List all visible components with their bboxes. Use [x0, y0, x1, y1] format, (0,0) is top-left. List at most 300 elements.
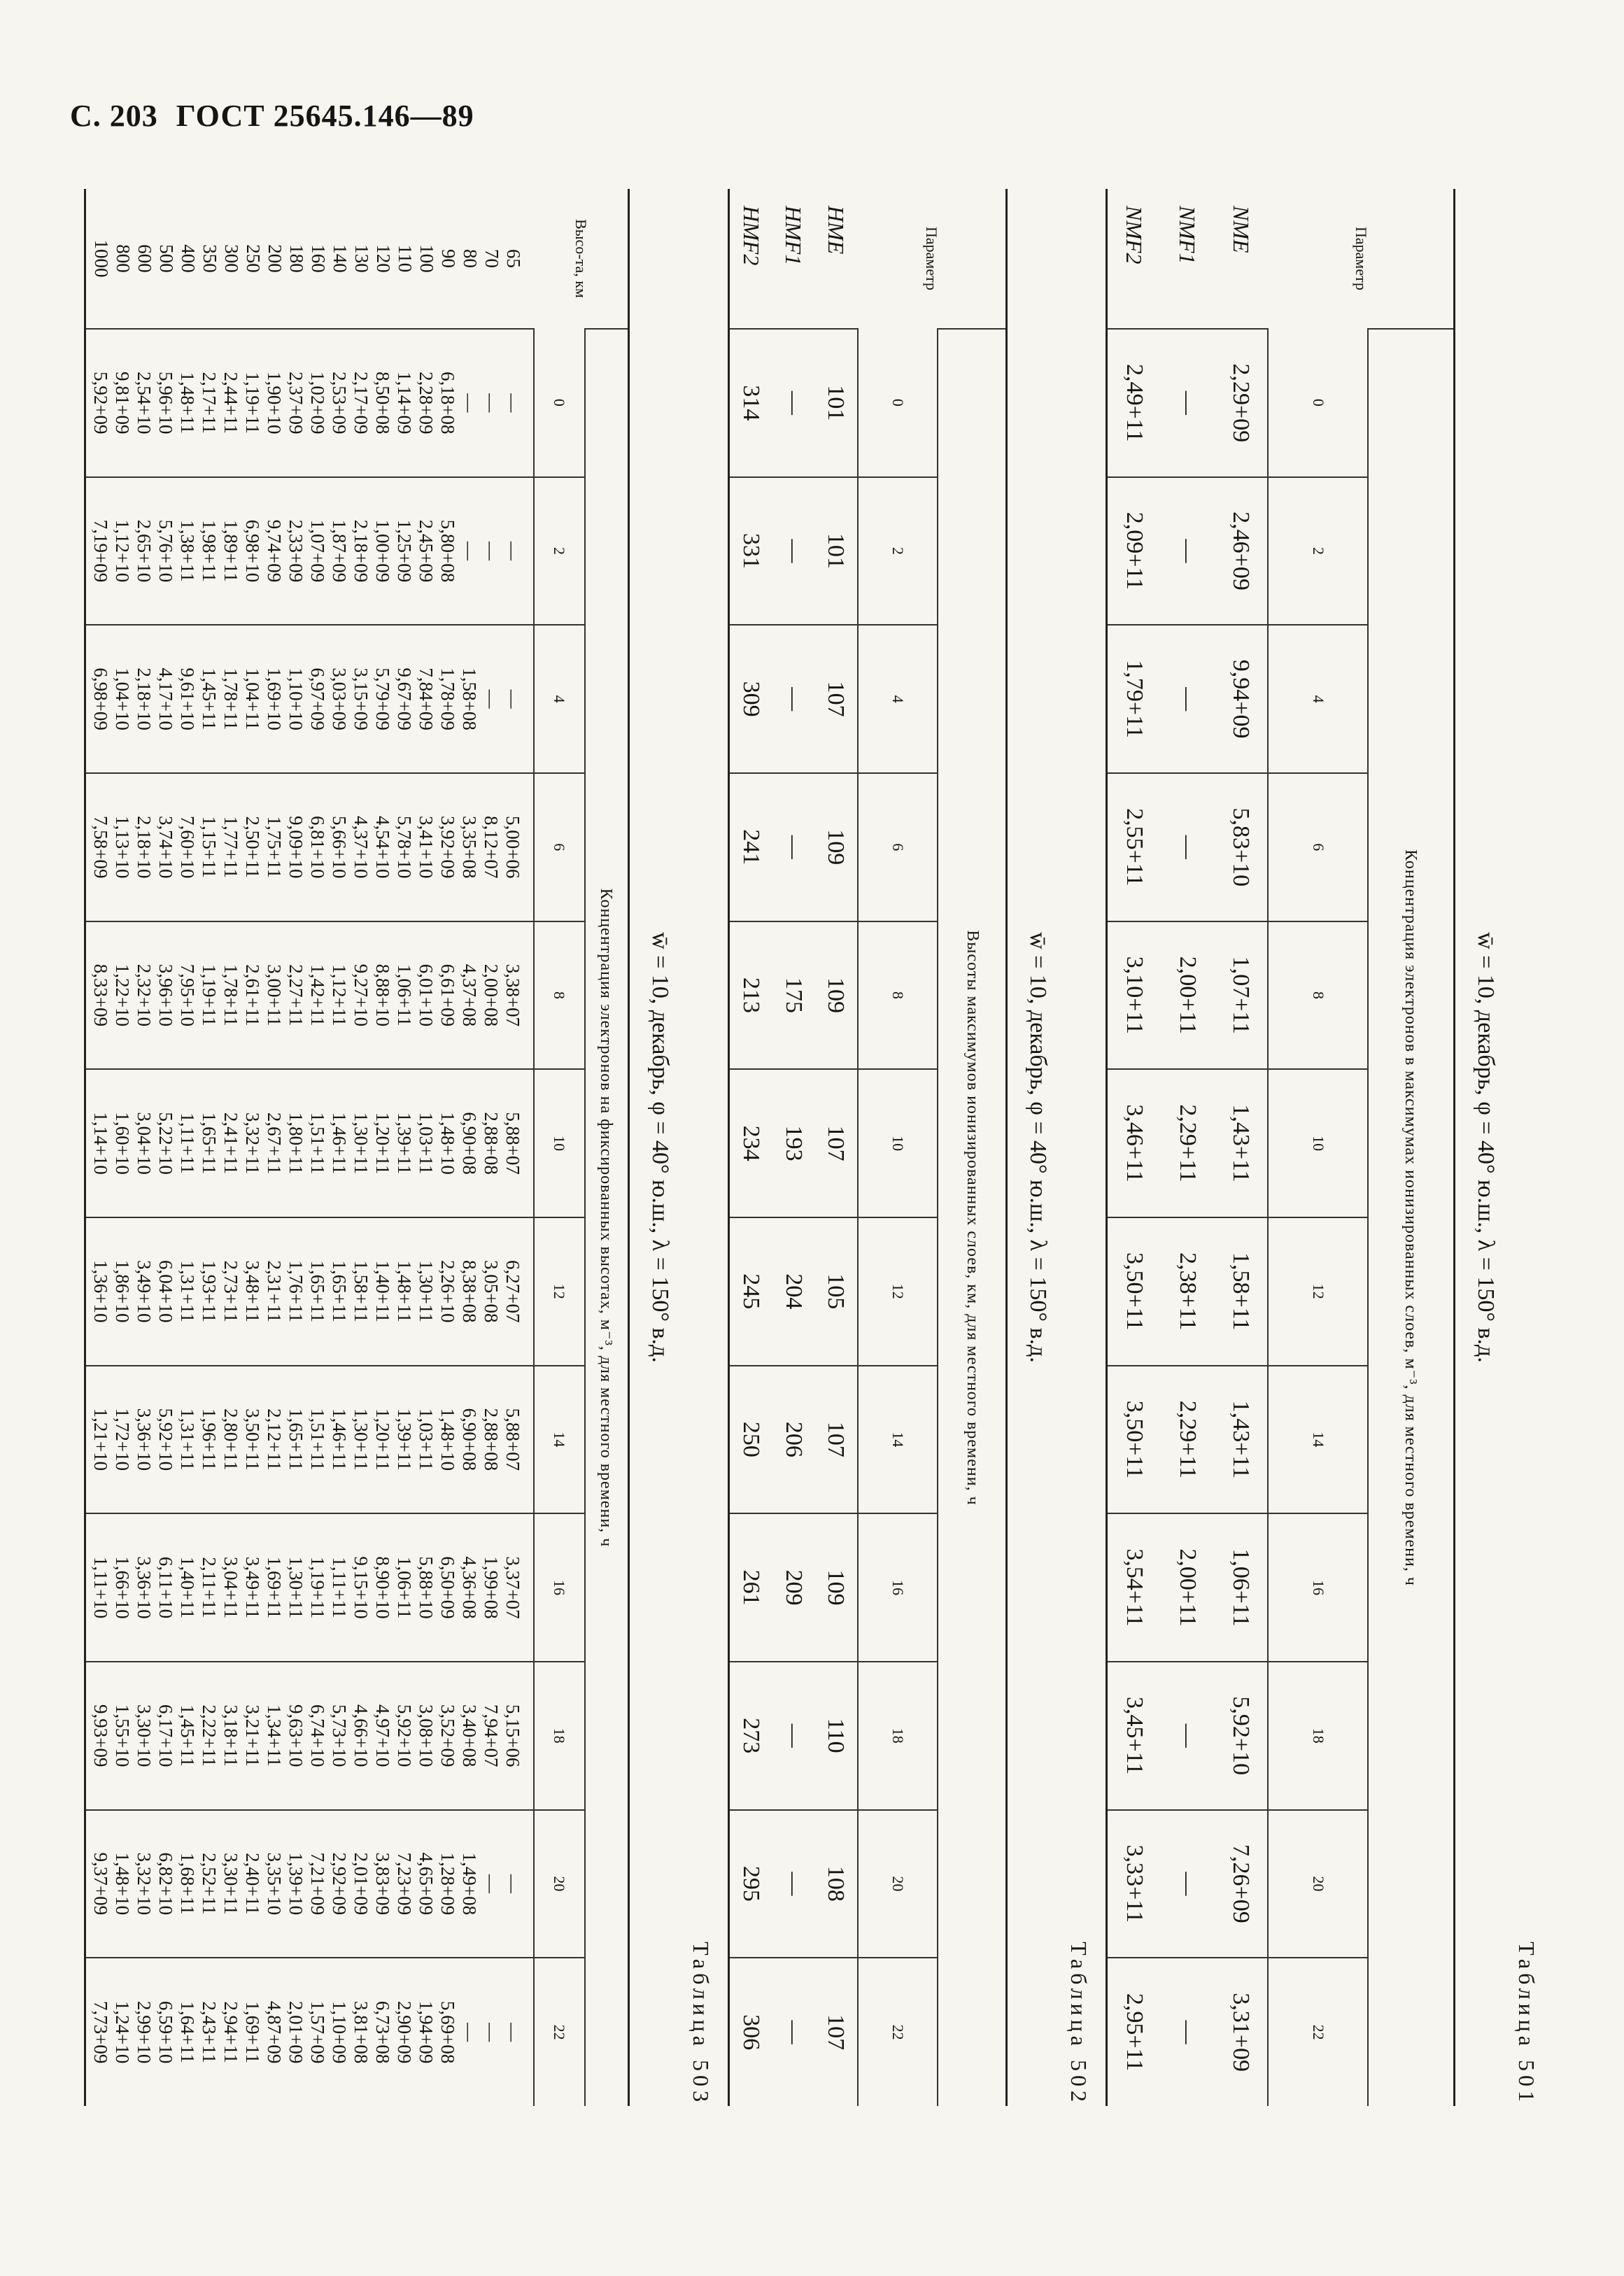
value-cell: — [772, 625, 814, 773]
value-cell: 2,92+09 [328, 1852, 350, 1916]
value-cell: 9,63+10 [285, 1704, 306, 1767]
value-cell: 5,76+10 [155, 519, 176, 583]
hour-header: 10 [534, 1069, 585, 1217]
value-cell: 3,04+10 [133, 1112, 155, 1175]
value-cell: 2,00+11 [1161, 921, 1214, 1070]
height-value: 400 [177, 244, 199, 273]
value-column [86, 1958, 534, 2106]
table-frame [728, 189, 1008, 2106]
value-cell: 3,03+09 [328, 667, 350, 730]
hour-header: 2 [1268, 477, 1368, 625]
value-cell: 1,65+11 [198, 1112, 220, 1175]
value-cell: 1,86+10 [111, 1260, 133, 1323]
hour-header: 0 [534, 329, 585, 477]
value-cell: 1,46+11 [328, 1112, 350, 1175]
table-row [1213, 189, 1268, 2106]
value-cell: 1,48+10 [111, 1852, 133, 1916]
value-cell: 4,37+08 [458, 963, 480, 1027]
value-cell: 1,65+11 [306, 1260, 328, 1322]
value-cell: 175 [772, 921, 814, 1070]
value-column [86, 1217, 534, 1366]
value-cell: 1,38+11 [176, 520, 198, 582]
hour-header: 14 [1268, 1366, 1368, 1514]
value-cell: 2,50+11 [241, 816, 263, 879]
value-cell: 1,57+09 [306, 2000, 328, 2064]
value-cell: 1,48+11 [176, 372, 198, 434]
value-column [86, 1069, 534, 1217]
hour-header: 6 [534, 773, 585, 921]
height-column [86, 189, 534, 329]
hour-header: 0 [858, 329, 938, 477]
hour-header: 4 [858, 625, 938, 773]
table-label: Таблица 503 [689, 1942, 714, 2106]
value-cell: 6,81+10 [306, 816, 328, 879]
value-cell: 1,45+11 [198, 667, 220, 730]
value-cell: 2,53+09 [328, 372, 350, 434]
value-cell: 9,09+10 [285, 816, 306, 879]
value-cell: 2,29+11 [1161, 1069, 1214, 1217]
value-cell: 2,95+11 [1108, 1958, 1161, 2106]
hour-header: 20 [1268, 1810, 1368, 1958]
hour-header: 8 [858, 921, 938, 1070]
value-cell: — [1161, 329, 1214, 477]
value-cell: 1,00+09 [372, 519, 393, 583]
value-cell: 4,37+10 [350, 816, 372, 879]
value-cell: 1,20+11 [372, 1408, 393, 1471]
value-cell: 1,76+11 [285, 1260, 306, 1322]
value-cell: 6,27+07 [502, 1260, 523, 1323]
value-cell: 5,66+10 [328, 816, 350, 879]
value-cell: 1,66+10 [111, 1556, 133, 1619]
table-502-block [728, 189, 1092, 2106]
height-value: 65 [502, 249, 524, 268]
value-cell: 1,11+11 [328, 1557, 350, 1618]
value-cell: 9,93+09 [90, 1704, 111, 1767]
value-cell: 6,74+10 [306, 1704, 328, 1767]
value-cell: 2,43+11 [198, 2001, 220, 2063]
value-cell: 3,92+09 [437, 816, 458, 879]
height-value: 180 [285, 244, 307, 273]
value-cell: 234 [730, 1069, 772, 1217]
value-cell: 7,60+10 [176, 816, 198, 879]
value-cell: 309 [730, 625, 772, 773]
value-cell: 2,18+10 [133, 816, 155, 879]
value-cell: 1,51+11 [306, 1112, 328, 1175]
value-cell: 2,33+09 [285, 519, 306, 583]
value-cell: 1,58+08 [458, 667, 480, 730]
hour-header: 10 [1268, 1069, 1368, 1217]
value-cell: 7,94+07 [480, 1704, 502, 1767]
value-cell: 331 [730, 477, 772, 625]
value-cell: 2,94+11 [220, 2001, 241, 2063]
height-value: 140 [329, 244, 351, 273]
value-cell: 6,97+09 [306, 667, 328, 730]
value-cell: 1,11+11 [176, 1112, 198, 1174]
value-cell: 2,32+10 [133, 963, 155, 1027]
value-cell: 5,92+10 [1213, 1662, 1268, 1810]
value-cell: — [772, 477, 814, 625]
value-cell: 1,31+11 [176, 1408, 198, 1471]
value-cell: 1,96+11 [198, 1408, 220, 1471]
hour-header: 12 [534, 1217, 585, 1366]
value-cell: 5,83+10 [1213, 773, 1268, 921]
value-cell: 4,97+10 [372, 1704, 393, 1767]
value-cell: — [1161, 773, 1214, 921]
value-cell: 3,21+11 [241, 1704, 263, 1767]
value-cell: — [502, 541, 523, 560]
value-cell: 3,04+11 [220, 1556, 241, 1619]
value-cell: 1,39+11 [393, 1408, 415, 1471]
value-cell: 2,88+08 [480, 1112, 502, 1175]
value-cell: 9,67+09 [393, 667, 415, 730]
value-cell: 2,55+11 [1108, 773, 1161, 921]
value-cell: 1,94+09 [415, 2000, 437, 2064]
value-cell: 2,00+08 [480, 963, 502, 1027]
value-cell: 3,45+11 [1108, 1662, 1161, 1810]
value-cell: 9,74+09 [263, 519, 285, 583]
height-value: 500 [155, 244, 177, 273]
value-cell: 261 [730, 1513, 772, 1662]
value-cell: 2,67+11 [263, 1112, 285, 1175]
height-value: 350 [199, 244, 220, 273]
value-cell: 1,06+11 [393, 1556, 415, 1619]
value-column [86, 1366, 534, 1514]
value-cell: — [772, 1810, 814, 1958]
value-cell: 1,40+11 [176, 1556, 198, 1619]
value-cell: 2,38+11 [1161, 1217, 1214, 1366]
value-cell: 4,65+09 [415, 1852, 437, 1916]
value-cell: 1,24+10 [111, 2000, 133, 2064]
value-cell: 2,17+11 [198, 372, 220, 434]
hour-header: 16 [1268, 1513, 1368, 1662]
value-cell: 1,31+11 [176, 1260, 198, 1322]
value-cell: 1,13+10 [111, 816, 133, 879]
value-cell: 1,19+11 [306, 1556, 328, 1619]
value-cell: 2,22+11 [198, 1704, 220, 1767]
value-cell: 273 [730, 1662, 772, 1810]
value-cell: 1,68+11 [176, 1853, 198, 1915]
hour-header: 12 [858, 1217, 938, 1366]
value-cell: — [772, 773, 814, 921]
value-cell: 5,73+10 [328, 1704, 350, 1767]
value-cell: — [1161, 625, 1214, 773]
value-cell: 2,73+11 [220, 1260, 241, 1322]
hour-header: 2 [858, 477, 938, 625]
value-column [86, 921, 534, 1070]
value-cell: 1,43+11 [1213, 1366, 1268, 1514]
value-cell: 1,51+11 [306, 1408, 328, 1471]
height-value: 800 [112, 244, 134, 273]
value-cell: 1,75+11 [263, 816, 285, 879]
value-cell: 9,81+09 [111, 372, 133, 434]
value-cell: 2,09+11 [1108, 477, 1161, 625]
table-501 [1108, 189, 1453, 2106]
value-cell: 6,17+10 [155, 1704, 176, 1767]
value-cell: 6,18+08 [437, 372, 458, 434]
value-cell: 108 [814, 1810, 858, 1958]
param-name: HMF1 [781, 206, 807, 266]
value-cell: 204 [772, 1217, 814, 1366]
value-cell: 206 [772, 1366, 814, 1514]
value-cell: 1,12+11 [328, 964, 350, 1026]
value-cell: 2,27+11 [285, 964, 306, 1026]
value-cell: 1,06+11 [1213, 1513, 1268, 1662]
value-cell: 1,30+11 [350, 1112, 372, 1175]
value-cell: — [772, 329, 814, 477]
value-column [86, 477, 534, 625]
value-cell: 6,59+10 [155, 2000, 176, 2064]
value-cell: 1,93+11 [198, 1260, 220, 1322]
value-cell: 2,28+09 [415, 372, 437, 434]
value-cell: 5,15+06 [502, 1704, 523, 1767]
value-cell: — [502, 1874, 523, 1893]
param-name: NME [1228, 206, 1254, 253]
param-name: HMF2 [738, 206, 764, 266]
value-cell: 7,95+10 [176, 963, 198, 1027]
value-cell: 109 [814, 1513, 858, 1662]
value-cell: 3,37+07 [502, 1556, 523, 1619]
value-cell: — [502, 2023, 523, 2042]
value-cell: 1,02+09 [306, 372, 328, 434]
value-cell: — [458, 541, 480, 560]
value-cell: 1,15+11 [198, 816, 220, 879]
value-cell: 295 [730, 1810, 772, 1958]
value-cell: 2,29+11 [1161, 1366, 1214, 1514]
value-cell: 1,22+10 [111, 963, 133, 1027]
table-row [772, 189, 814, 2106]
value-cell: 7,73+09 [90, 2000, 111, 2064]
height-value: 80 [459, 249, 481, 268]
value-cell: 6,04+10 [155, 1260, 176, 1323]
value-cell: — [480, 541, 502, 560]
hour-header: 12 [1268, 1217, 1368, 1366]
value-cell: 5,92+09 [90, 372, 111, 434]
value-cell: 3,96+10 [155, 963, 176, 1027]
value-cell: 1,10+09 [328, 2000, 350, 2064]
value-column [86, 773, 534, 921]
value-cell: 1,58+11 [1213, 1217, 1268, 1366]
value-cell: 1,77+11 [220, 816, 241, 879]
value-cell: 2,44+11 [220, 372, 241, 434]
value-cell: 1,34+11 [263, 1704, 285, 1767]
value-cell: 5,69+08 [437, 2000, 458, 2064]
table-row [730, 189, 772, 2106]
value-cell: 1,30+11 [350, 1408, 372, 1471]
value-cell: 1,45+11 [176, 1704, 198, 1767]
value-cell: 5,80+08 [437, 519, 458, 583]
value-cell: 6,50+09 [437, 1556, 458, 1619]
value-cell: 8,90+10 [372, 1556, 393, 1619]
value-cell: 7,26+09 [1213, 1810, 1268, 1958]
value-cell: 1,80+11 [285, 1112, 306, 1175]
value-cell: 109 [814, 773, 858, 921]
value-column [86, 625, 534, 773]
value-cell: 9,61+10 [176, 667, 198, 730]
value-cell: 5,22+10 [155, 1112, 176, 1175]
value-cell: 3,33+11 [1108, 1810, 1161, 1958]
rotated-content [56, 189, 1539, 2106]
value-cell: 3,74+10 [155, 816, 176, 879]
value-cell: 3,08+10 [415, 1704, 437, 1767]
hour-header: 4 [1268, 625, 1368, 773]
value-cell: 5,88+07 [502, 1112, 523, 1175]
value-cell: 2,40+11 [241, 1853, 263, 1915]
table-label: Таблица 502 [1066, 1942, 1092, 2106]
value-cell: 213 [730, 921, 772, 1070]
value-cell: 1,48+10 [437, 1112, 458, 1175]
value-cell: 6,98+09 [90, 667, 111, 730]
value-cell: 2,46+09 [1213, 477, 1268, 625]
hour-header: 2 [534, 477, 585, 625]
hour-header: 14 [858, 1366, 938, 1514]
value-cell: 1,28+09 [437, 1852, 458, 1916]
value-cell: 1,78+11 [220, 964, 241, 1026]
value-cell: — [502, 689, 523, 709]
value-cell: 2,31+11 [263, 1260, 285, 1322]
value-cell: 3,32+10 [133, 1852, 155, 1916]
value-cell: 1,43+11 [1213, 1069, 1268, 1217]
value-cell: 1,90+10 [263, 372, 285, 434]
value-cell: — [480, 393, 502, 413]
value-cell: 1,78+09 [437, 667, 458, 730]
standard-code: ГОСТ 25645.146—89 [176, 99, 474, 133]
hour-header: 20 [534, 1810, 585, 1958]
value-cell: 6,90+08 [458, 1408, 480, 1471]
param-header: Параметр [1352, 227, 1370, 290]
value-cell: — [458, 393, 480, 413]
value-cell: 101 [814, 329, 858, 477]
value-cell: 1,21+10 [90, 1408, 111, 1471]
value-cell: 3,54+11 [1108, 1513, 1161, 1662]
value-cell: 5,92+10 [393, 1704, 415, 1767]
value-cell: 105 [814, 1217, 858, 1366]
value-cell: 2,11+11 [198, 1557, 220, 1618]
value-cell: 2,52+11 [198, 1853, 220, 1915]
value-cell: 1,04+10 [111, 667, 133, 730]
value-cell: 5,78+10 [393, 816, 415, 879]
value-cell: 1,46+11 [328, 1408, 350, 1471]
value-cell: 6,01+10 [415, 963, 437, 1027]
table-row [86, 189, 534, 2106]
value-cell: 6,90+08 [458, 1112, 480, 1175]
value-cell: — [480, 2023, 502, 2042]
value-cell: — [1161, 1662, 1214, 1810]
hour-header: 8 [534, 921, 585, 1070]
value-cell: 2,80+11 [220, 1408, 241, 1471]
value-cell: 1,20+11 [372, 1112, 393, 1175]
table-frame [84, 189, 630, 2106]
value-cell: 107 [814, 1958, 858, 2106]
value-cell: 8,12+07 [480, 816, 502, 879]
value-cell: 3,38+07 [502, 963, 523, 1027]
height-value: 110 [394, 244, 416, 273]
value-cell: 1,55+10 [111, 1704, 133, 1767]
value-cell: 2,18+10 [133, 667, 155, 730]
value-cell: — [458, 2023, 480, 2042]
value-cell: 1,65+11 [285, 1408, 306, 1471]
height-value: 300 [220, 244, 242, 273]
value-cell: 1,89+11 [220, 520, 241, 582]
value-cell: 245 [730, 1217, 772, 1366]
value-cell: 4,54+10 [372, 816, 393, 879]
value-cell: 5,00+06 [502, 816, 523, 879]
height-value: 120 [372, 244, 394, 273]
value-cell: 2,37+09 [285, 372, 306, 434]
height-value: 250 [242, 244, 264, 273]
value-cell: 2,18+09 [350, 519, 372, 583]
value-cell: 2,61+11 [241, 964, 263, 1026]
table-503 [86, 189, 628, 2106]
value-cell: 7,84+09 [415, 667, 437, 730]
value-cell: 1,60+10 [111, 1112, 133, 1175]
page-header [70, 98, 484, 134]
value-cell: 3,31+09 [1213, 1958, 1268, 2106]
param-header: Параметр [923, 227, 941, 290]
value-cell: 3,18+11 [220, 1704, 241, 1767]
value-cell: 1,10+10 [285, 667, 306, 730]
value-cell: 1,06+11 [393, 964, 415, 1026]
value-cell: 2,88+08 [480, 1408, 502, 1471]
value-cell: 1,69+11 [241, 2001, 263, 2063]
value-cell: 2,01+09 [285, 2000, 306, 2064]
value-cell: 2,01+09 [350, 1852, 372, 1916]
value-cell: 2,26+10 [437, 1260, 458, 1323]
value-cell: 3,52+09 [437, 1704, 458, 1767]
value-cell: 1,14+10 [90, 1112, 111, 1175]
value-cell: 1,69+11 [263, 1556, 285, 1619]
value-cell: 1,48+10 [437, 1408, 458, 1471]
value-cell: 1,04+11 [241, 667, 263, 730]
value-cell: 1,25+09 [393, 519, 415, 583]
value-cell: 3,36+10 [133, 1408, 155, 1471]
value-cell: 4,17+10 [155, 667, 176, 730]
value-cell: 2,54+10 [133, 372, 155, 434]
value-cell: 6,73+08 [372, 2000, 393, 2064]
value-cell: 6,61+09 [437, 963, 458, 1027]
value-cell: — [1161, 1958, 1214, 2106]
table-caption: w̄ = 10, декабрь, φ = 40° ю.ш., λ = 150° в.д. [1025, 932, 1051, 1363]
value-cell: 1,49+08 [458, 1852, 480, 1916]
value-cell: 1,98+11 [198, 520, 220, 582]
value-cell: 2,65+10 [133, 519, 155, 583]
value-cell: 5,92+10 [155, 1408, 176, 1471]
value-cell: 8,38+08 [458, 1260, 480, 1323]
value-cell: 4,87+09 [263, 2000, 285, 2064]
hour-header: 10 [858, 1069, 938, 1217]
table-label: Таблица 501 [1514, 1942, 1539, 2106]
value-cell: 250 [730, 1366, 772, 1514]
value-cell: 5,79+09 [372, 667, 393, 730]
value-cell: 193 [772, 1069, 814, 1217]
value-cell: — [502, 393, 523, 413]
value-cell: 107 [814, 625, 858, 773]
value-cell: 5,96+10 [155, 372, 176, 434]
hour-header: 4 [534, 625, 585, 773]
value-cell: 3,30+10 [133, 1704, 155, 1767]
hour-header: 14 [534, 1366, 585, 1514]
value-cell: 1,40+11 [372, 1260, 393, 1322]
value-cell: 1,30+11 [415, 1260, 437, 1322]
value-cell: 1,39+10 [285, 1852, 306, 1916]
value-cell: 110 [814, 1662, 858, 1810]
value-cell: 1,03+11 [415, 1112, 437, 1175]
value-cell: 4,66+10 [350, 1704, 372, 1767]
value-cell: 4,36+08 [458, 1556, 480, 1619]
hour-header: 18 [1268, 1662, 1368, 1810]
hour-header: 6 [1268, 773, 1368, 921]
value-cell: 1,58+11 [350, 1260, 372, 1322]
table-caption: w̄ = 10, декабрь, φ = 40° ю.ш., λ = 150° в.д. [647, 932, 673, 1363]
